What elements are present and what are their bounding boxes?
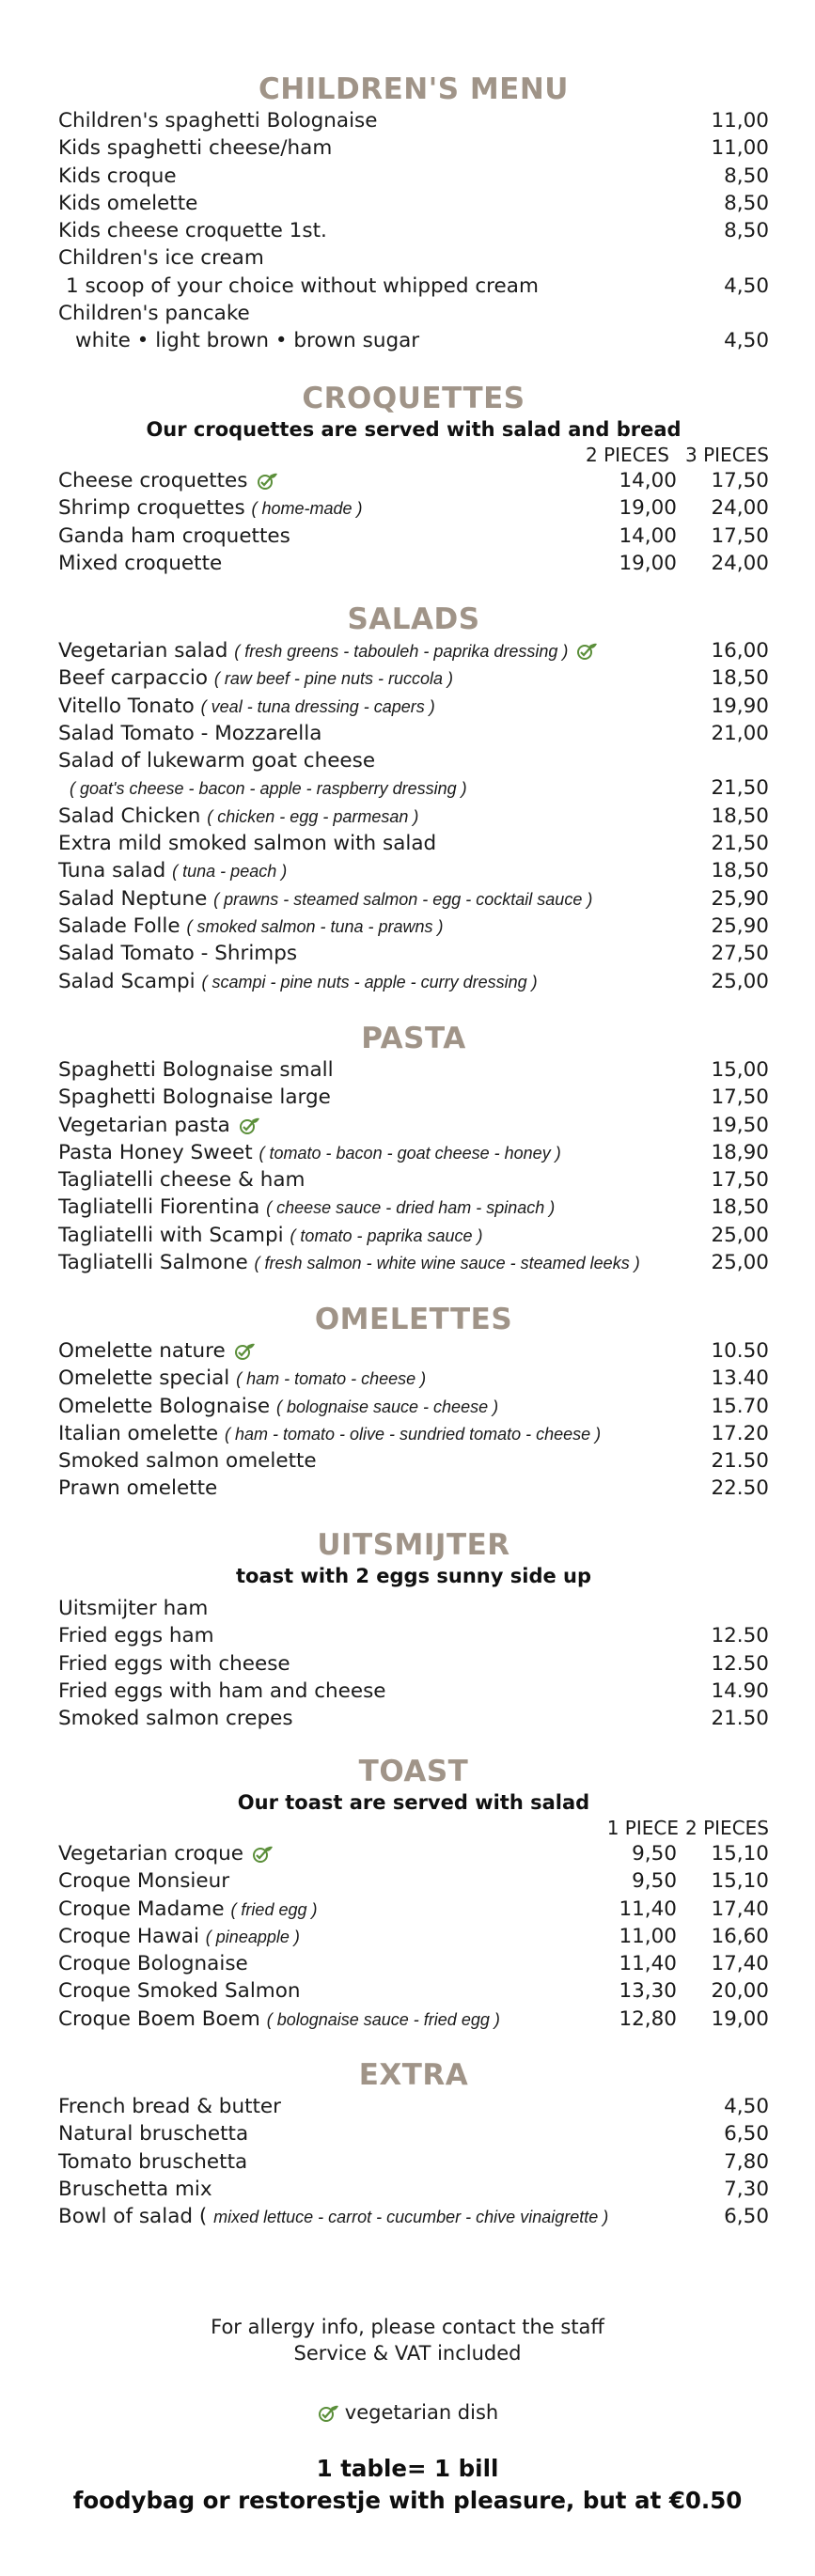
childrens-menu-section bbox=[58, 71, 769, 355]
menu-item bbox=[58, 885, 769, 913]
item-name: Kids omelette bbox=[58, 191, 198, 215]
menu-item bbox=[58, 217, 769, 244]
menu-item bbox=[58, 1867, 769, 1895]
service-note: Service & VAT included bbox=[293, 2342, 522, 2365]
menu-item bbox=[58, 857, 769, 884]
item-name: Tagliatelli cheese & ham bbox=[58, 1168, 306, 1193]
item-price: 24,00 bbox=[711, 551, 769, 575]
item-price: 19,50 bbox=[711, 1113, 769, 1137]
item-price: 21.50 bbox=[711, 1707, 769, 1731]
item-price: 8,50 bbox=[724, 219, 769, 243]
vegetarian-leaf-icon bbox=[251, 1845, 274, 1864]
menu-item bbox=[58, 2120, 769, 2147]
menu-item bbox=[58, 1950, 769, 1977]
menu-item bbox=[58, 830, 769, 857]
column-header: 2 PIECES bbox=[685, 1817, 769, 1839]
item-price: 18,90 bbox=[711, 1140, 769, 1164]
item-price: 25,00 bbox=[711, 1223, 769, 1247]
bill-policy: 1 table= 1 bill bbox=[316, 2455, 499, 2482]
item-name: Italian omelette bbox=[58, 1421, 219, 1445]
item-name: Natural bruschetta bbox=[58, 2122, 249, 2147]
item-description: ( smoked salmon - tuna - prawns ) bbox=[186, 916, 444, 936]
item-name: Kids croque bbox=[58, 164, 177, 188]
item-description: ( pineapple ) bbox=[205, 1927, 300, 1946]
item-price: 21,00 bbox=[711, 721, 769, 745]
item-price: 11,40 bbox=[619, 1897, 677, 1921]
item-name: Spaghetti Bolognaise large bbox=[58, 1085, 331, 1110]
menu-item bbox=[58, 1475, 769, 1502]
item-description: ( goat's cheese - bacon - apple - raspberry dressing ) bbox=[70, 779, 467, 799]
bill-note bbox=[0, 2453, 815, 2517]
item-name: 1 scoop of your choice without whipped cream bbox=[66, 273, 539, 298]
item-description: ( tuna - peach ) bbox=[172, 862, 288, 882]
item-name: Children's spaghetti Bolognaise bbox=[58, 109, 378, 133]
item-description: ( ham - tomato - cheese ) bbox=[236, 1369, 427, 1389]
section-title-uitsmijter: UITSMIJTER bbox=[317, 1528, 510, 1562]
menu-item bbox=[58, 1896, 769, 1923]
column-headers bbox=[58, 443, 769, 467]
menu-item bbox=[58, 1166, 769, 1194]
item-description: ( scampi - pine nuts - apple - curry dressing ) bbox=[201, 972, 538, 991]
menu-item bbox=[58, 1622, 769, 1649]
item-name: Omelette special bbox=[58, 1366, 230, 1391]
pasta-section bbox=[58, 1021, 769, 1276]
menu-item bbox=[58, 1447, 769, 1475]
item-price: 11,00 bbox=[711, 109, 769, 133]
menu-item bbox=[58, 1393, 769, 1420]
vegetarian-leaf-icon bbox=[238, 1116, 260, 1135]
item-price: 13,30 bbox=[619, 1979, 677, 2004]
menu-item bbox=[58, 1678, 769, 1705]
item-price: 22.50 bbox=[711, 1476, 769, 1501]
menu-item bbox=[58, 550, 769, 577]
menu-item bbox=[58, 2093, 769, 2120]
extra-section bbox=[58, 2057, 769, 2230]
uitsmijter-section bbox=[58, 1527, 769, 1732]
menu-item bbox=[58, 2203, 769, 2230]
item-price: 19,00 bbox=[619, 496, 677, 521]
menu-item bbox=[58, 940, 769, 967]
item-price: 10.50 bbox=[711, 1339, 769, 1363]
item-name: Salad of lukewarm goat cheese bbox=[58, 749, 376, 773]
item-name: Cheese croquettes bbox=[58, 469, 248, 492]
item-price: 12.50 bbox=[711, 1624, 769, 1648]
item-name: Vegetarian pasta bbox=[58, 1113, 230, 1137]
menu-item bbox=[58, 693, 769, 720]
item-description: ( home-made ) bbox=[251, 499, 363, 519]
item-price: 9,50 bbox=[632, 1842, 677, 1866]
menu-item bbox=[58, 134, 769, 162]
menu-item bbox=[58, 327, 769, 354]
croquettes-section bbox=[58, 381, 769, 577]
item-description: ( chicken - egg - parmesan ) bbox=[207, 806, 419, 826]
item-price: 7,80 bbox=[724, 2149, 769, 2174]
item-name: Children's pancake bbox=[58, 302, 250, 326]
item-name: Smoked salmon omelette bbox=[58, 1449, 317, 1474]
item-name: Omelette nature bbox=[58, 1339, 226, 1363]
menu-item bbox=[58, 720, 769, 747]
menu-item bbox=[58, 1365, 769, 1392]
item-name: Beef carpaccio bbox=[58, 666, 209, 691]
section-title-salads: SALADS bbox=[347, 602, 480, 636]
item-name: Tagliatelli with Scampi bbox=[58, 1223, 284, 1247]
menu-item bbox=[58, 107, 769, 134]
menu-item bbox=[58, 1337, 769, 1365]
column-header: 3 PIECES bbox=[685, 444, 769, 466]
menu-item bbox=[58, 913, 769, 940]
menu-item bbox=[58, 803, 769, 830]
item-name: Tagliatelli Salmone bbox=[58, 1251, 248, 1275]
section-title-toast: TOAST bbox=[358, 1755, 469, 1788]
section-title-childrens: CHILDREN'S MENU bbox=[259, 72, 569, 106]
item-price: 21,50 bbox=[711, 776, 769, 801]
item-price: 17,50 bbox=[711, 469, 769, 492]
item-price: 17.20 bbox=[711, 1421, 769, 1445]
item-price: 17,50 bbox=[711, 1085, 769, 1110]
item-price: 17,40 bbox=[711, 1952, 769, 1976]
item-name: white • light brown • brown sugar bbox=[75, 329, 420, 353]
item-name: Shrimp croquettes bbox=[58, 496, 245, 521]
menu-item bbox=[58, 968, 769, 995]
vegetarian-leaf-icon bbox=[317, 2404, 339, 2423]
item-description: ( veal - tuna dressing - capers ) bbox=[200, 696, 435, 716]
menu-item bbox=[58, 163, 769, 190]
menu-item bbox=[58, 664, 769, 692]
item-price: 7,30 bbox=[724, 2177, 769, 2201]
item-price: 11,40 bbox=[619, 1952, 677, 1976]
item-name: Tagliatelli Fiorentina bbox=[58, 1195, 260, 1220]
item-name: Extra mild smoked salmon with salad bbox=[58, 832, 437, 856]
toast-section bbox=[58, 1754, 769, 2033]
item-price: 6,50 bbox=[724, 2122, 769, 2147]
item-price: 27,50 bbox=[711, 942, 769, 966]
item-name: Fried eggs with ham and cheese bbox=[58, 1678, 386, 1703]
item-price: 11,00 bbox=[711, 136, 769, 161]
item-description: ( fresh salmon - white wine sauce - steamed leeks ) bbox=[254, 1254, 640, 1273]
menu-item bbox=[58, 774, 769, 802]
menu-item bbox=[58, 1840, 769, 1867]
item-name: Smoked salmon crepes bbox=[58, 1707, 293, 1731]
item-name: Bruschetta mix bbox=[58, 2177, 212, 2201]
menu-item bbox=[58, 2148, 769, 2176]
item-name: Ganda ham croquettes bbox=[58, 523, 290, 548]
item-price: 18,50 bbox=[711, 859, 769, 883]
menu-item bbox=[58, 1977, 769, 2005]
item-price: 14,00 bbox=[619, 523, 677, 548]
item-price: 17,50 bbox=[711, 1168, 769, 1193]
menu-item bbox=[58, 1222, 769, 1249]
menu-item bbox=[58, 637, 769, 664]
item-name: Croque Boem Boem bbox=[58, 2006, 260, 2031]
item-name: Vitello Tonato bbox=[58, 694, 195, 718]
omelettes-section bbox=[58, 1302, 769, 1503]
item-name: Salad Chicken bbox=[58, 804, 201, 828]
item-description: ( cheese sauce - dried ham - spinach ) bbox=[266, 1198, 556, 1218]
item-price: 15.70 bbox=[711, 1394, 769, 1418]
item-price: 9,50 bbox=[632, 1869, 677, 1894]
section-subtitle: Our croquettes are served with salad and bread bbox=[146, 418, 682, 441]
allergy-note: For allergy info, please contact the staff bbox=[211, 2316, 604, 2338]
menu-item bbox=[58, 1056, 769, 1084]
item-price: 4,50 bbox=[724, 2095, 769, 2118]
item-price: 19,00 bbox=[711, 2006, 769, 2031]
item-price: 15,10 bbox=[711, 1842, 769, 1866]
item-name: Salad Tomato - Shrimps bbox=[58, 942, 298, 966]
item-price: 21.50 bbox=[711, 1449, 769, 1474]
section-title-extra: EXTRA bbox=[358, 2058, 469, 2092]
item-name: Croque Monsieur bbox=[58, 1869, 230, 1894]
item-price: 25,00 bbox=[711, 1251, 769, 1275]
item-name: Vegetarian salad bbox=[58, 639, 228, 663]
item-price: 12,80 bbox=[619, 2006, 677, 2031]
item-price: 17,40 bbox=[711, 1897, 769, 1921]
item-name: Salade Folle bbox=[58, 913, 180, 938]
item-name: Croque Smoked Salmon bbox=[58, 1979, 301, 2004]
item-name: Salad Neptune bbox=[58, 886, 208, 911]
menu-item bbox=[58, 1420, 769, 1447]
item-description: ( prawns - steamed salmon - egg - cocktail sauce ) bbox=[213, 889, 593, 909]
item-price: 25,00 bbox=[711, 969, 769, 993]
menu-item bbox=[58, 494, 769, 522]
item-price: 16,00 bbox=[711, 639, 769, 663]
column-header: 1 PIECE bbox=[606, 1817, 679, 1839]
section-title-pasta: PASTA bbox=[361, 1022, 466, 1055]
item-price: 13.40 bbox=[711, 1366, 769, 1391]
vegetarian-leaf-icon bbox=[575, 642, 598, 661]
menu-item bbox=[58, 2176, 769, 2203]
item-description: mixed lettuce - carrot - cucumber - chive vinaigrette ) bbox=[213, 2208, 609, 2227]
section-title-omelettes: OMELETTES bbox=[314, 1303, 513, 1336]
item-price: 11,00 bbox=[619, 1924, 677, 1948]
item-description: ( fried egg ) bbox=[230, 1899, 318, 1919]
menu-item bbox=[58, 1112, 769, 1139]
menu-item bbox=[58, 1595, 769, 1622]
item-name: Vegetarian croque bbox=[58, 1842, 244, 1866]
menu-item bbox=[58, 1705, 769, 1732]
item-name: Kids cheese croquette 1st. bbox=[58, 219, 327, 243]
item-name: Kids spaghetti cheese/ham bbox=[58, 136, 333, 161]
item-name: Tuna salad bbox=[58, 859, 166, 883]
item-name: Prawn omelette bbox=[58, 1476, 218, 1501]
menu-item bbox=[58, 1194, 769, 1221]
item-name: Fried eggs with cheese bbox=[58, 1651, 290, 1676]
item-price: 4,50 bbox=[724, 273, 769, 298]
section-subtitle: toast with 2 eggs sunny side up bbox=[235, 1565, 592, 1587]
item-name: Pasta Honey Sweet bbox=[58, 1140, 253, 1164]
column-headers bbox=[58, 1816, 769, 1840]
menu-item bbox=[58, 190, 769, 217]
menu-item bbox=[58, 300, 769, 327]
item-name: Salad Tomato - Mozzarella bbox=[58, 721, 322, 745]
item-price: 24,00 bbox=[711, 496, 769, 521]
foodybag-note: foodybag or restorestje with pleasure, but at €0.50 bbox=[72, 2487, 743, 2514]
item-price: 15,00 bbox=[711, 1058, 769, 1082]
item-description: ( tomato - paprika sauce ) bbox=[290, 1226, 483, 1245]
item-price: 8,50 bbox=[724, 164, 769, 188]
item-price: 25,90 bbox=[711, 913, 769, 938]
section-subtitle: Our toast are served with salad bbox=[237, 1791, 590, 1814]
item-price: 14,00 bbox=[619, 469, 677, 492]
menu-item bbox=[58, 1923, 769, 1950]
item-name: Uitsmijter ham bbox=[58, 1597, 209, 1620]
item-name: Children's ice cream bbox=[58, 246, 264, 271]
item-price: 4,50 bbox=[724, 329, 769, 353]
item-name: Croque Madame bbox=[58, 1897, 225, 1921]
legend-text: vegetarian dish bbox=[344, 2401, 499, 2424]
item-name: Tomato bruschetta bbox=[58, 2149, 248, 2174]
menu-item bbox=[58, 747, 769, 774]
item-price: 12.50 bbox=[711, 1651, 769, 1676]
item-price: 18,50 bbox=[711, 804, 769, 828]
item-name: French bread & butter bbox=[58, 2095, 282, 2118]
item-price: 18,50 bbox=[711, 666, 769, 691]
item-description: ( ham - tomato - olive - sundried tomato - cheese ) bbox=[225, 1424, 602, 1444]
item-price: 14.90 bbox=[711, 1678, 769, 1703]
item-name: Bowl of salad ( bbox=[58, 2205, 208, 2229]
item-name: Mixed croquette bbox=[58, 551, 223, 575]
item-price: 17,50 bbox=[711, 523, 769, 548]
menu-item bbox=[58, 467, 769, 494]
item-price: 19,00 bbox=[619, 551, 677, 575]
menu-item bbox=[58, 273, 769, 300]
item-description: ( tomato - bacon - goat cheese - honey ) bbox=[259, 1143, 561, 1163]
item-price: 20,00 bbox=[711, 1979, 769, 2004]
menu-item bbox=[58, 1249, 769, 1276]
item-name: Omelette Bolognaise bbox=[58, 1394, 271, 1418]
item-price: 18,50 bbox=[711, 1195, 769, 1220]
item-price: 8,50 bbox=[724, 191, 769, 215]
item-description: ( bolognaise sauce - fried egg ) bbox=[266, 2009, 500, 2029]
column-header: 2 PIECES bbox=[586, 444, 669, 466]
menu-item bbox=[58, 2006, 769, 2033]
item-name: Fried eggs ham bbox=[58, 1624, 214, 1648]
item-price: 25,90 bbox=[711, 886, 769, 911]
vegetarian-leaf-icon bbox=[233, 1342, 256, 1361]
vegetarian-leaf-icon bbox=[256, 472, 278, 491]
item-description: ( bolognaise sauce - cheese ) bbox=[275, 1397, 499, 1416]
item-price: 15,10 bbox=[711, 1869, 769, 1894]
item-name: Spaghetti Bolognaise small bbox=[58, 1058, 334, 1082]
footer bbox=[0, 2314, 815, 2366]
item-price: 21,50 bbox=[711, 832, 769, 856]
item-name: Croque Bolognaise bbox=[58, 1952, 248, 1976]
menu-item bbox=[58, 244, 769, 272]
menu-item bbox=[58, 1650, 769, 1678]
item-price: 19,90 bbox=[711, 694, 769, 718]
item-description: ( raw beef - pine nuts - ruccola ) bbox=[213, 669, 453, 689]
salads-section bbox=[58, 601, 769, 995]
vegetarian-legend bbox=[0, 2399, 815, 2426]
item-name: Croque Hawai bbox=[58, 1924, 199, 1948]
item-price: 16,60 bbox=[711, 1924, 769, 1948]
section-title-croquettes: CROQUETTES bbox=[302, 382, 525, 415]
menu-item bbox=[58, 523, 769, 550]
menu-item bbox=[58, 1084, 769, 1111]
item-price: 6,50 bbox=[724, 2205, 769, 2229]
item-description: ( fresh greens - tabouleh - paprika dressing ) bbox=[234, 642, 569, 661]
item-name: Salad Scampi bbox=[58, 969, 196, 993]
menu-item bbox=[58, 1139, 769, 1166]
